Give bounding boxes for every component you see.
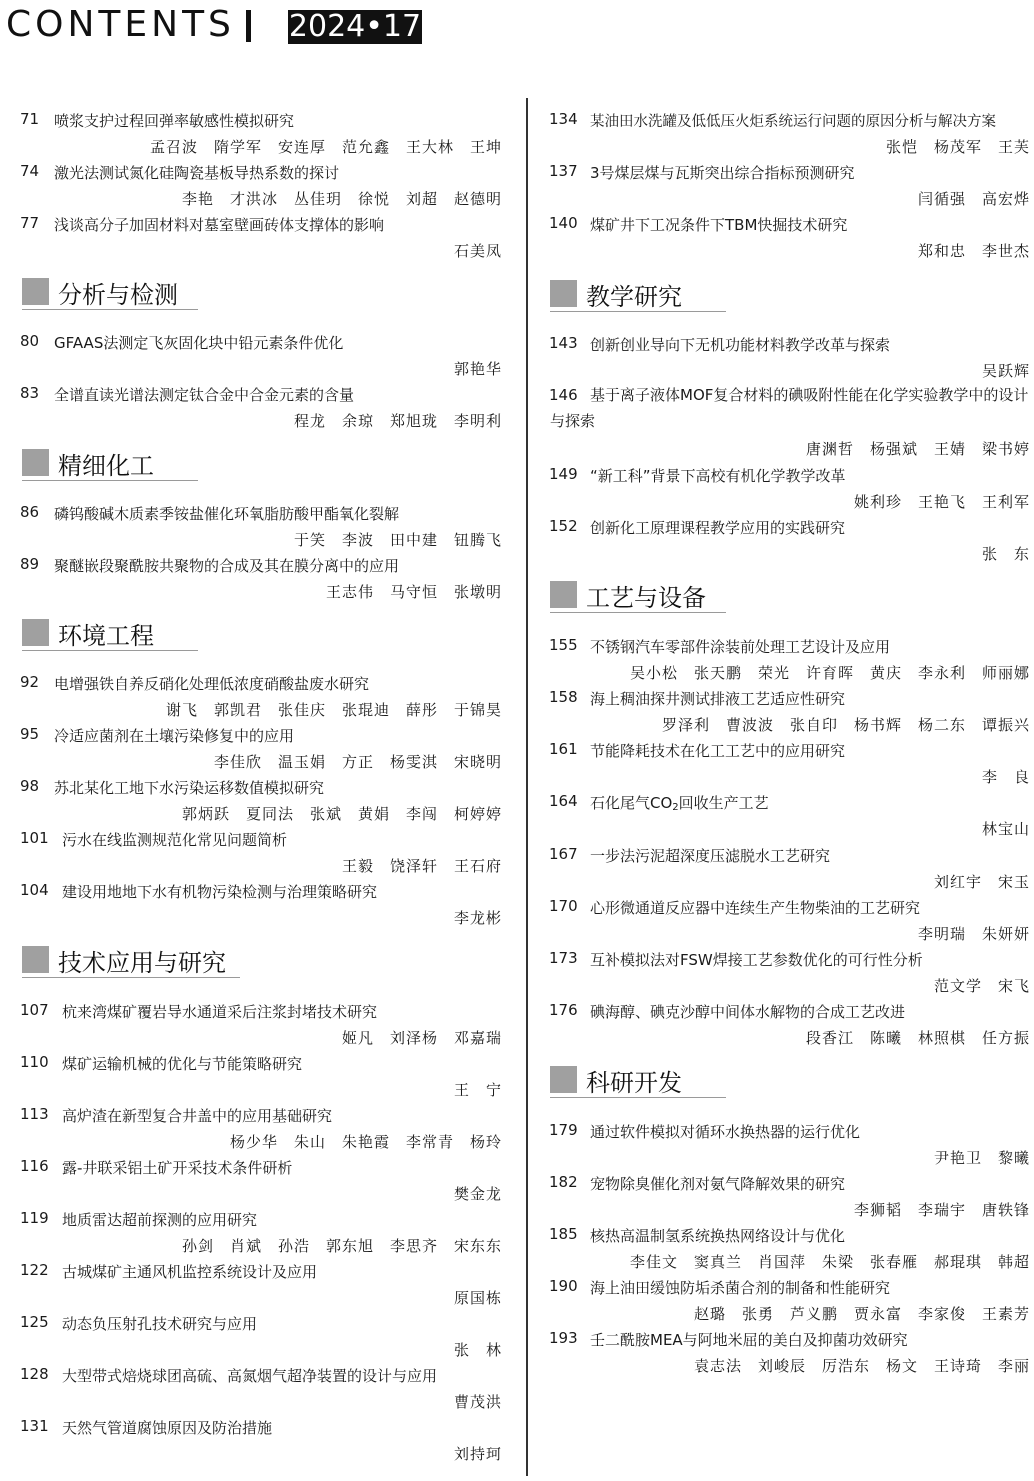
article-authors: 李佳欣 温玉娟 方正 杨雯淇 宋晓明 bbox=[213, 753, 502, 771]
article-title: 天然气管道腐蚀原因及防治措施 bbox=[62, 1419, 273, 1437]
page-number: 104 bbox=[20, 881, 49, 899]
page-number: 164 bbox=[549, 792, 578, 810]
article-title: 聚醚嵌段聚酰胺共聚物的合成及其在膜分离中的应用 bbox=[54, 557, 400, 575]
article-title: 海上稠油探井测试排液工艺适应性研究 bbox=[590, 690, 846, 708]
page-number: 167 bbox=[549, 845, 578, 863]
article-authors: 程龙 余琼 郑旭珑 李明利 bbox=[293, 412, 502, 430]
article-authors: 孙剑 肖斌 孙浩 郭东旭 李思齐 宋东东 bbox=[181, 1237, 502, 1255]
article-authors: 石美凤 bbox=[453, 242, 502, 260]
article-title: 通过软件模拟对循环水换热器的运行优化 bbox=[590, 1123, 861, 1141]
article-authors: 杨少华 朱山 朱艳霞 李常青 杨玲 bbox=[229, 1133, 502, 1151]
section-underline bbox=[22, 650, 198, 651]
article-authors: 吴小松 张天鹏 荣光 许育晖 黄庆 李永利 师丽娜 bbox=[629, 664, 1030, 682]
page-number: 131 bbox=[20, 1417, 49, 1435]
article-authors: 郭炳跃 夏同法 张斌 黄娟 李闯 柯婷婷 bbox=[181, 805, 502, 823]
page-number: 110 bbox=[20, 1053, 49, 1071]
article-authors: 李明瑞 朱妍妍 bbox=[917, 925, 1030, 943]
article-title: 煤矿井下工况条件下TBM快掘技术研究 bbox=[590, 216, 848, 234]
article-authors: 李龙彬 bbox=[453, 909, 502, 927]
section-title: 精细化工 bbox=[58, 452, 154, 480]
article-authors: 樊金龙 bbox=[453, 1185, 502, 1203]
header-separator bbox=[246, 10, 251, 42]
article-authors: 于笑 李波 田中建 钮腾飞 bbox=[293, 531, 502, 549]
article-title: 露-井联采铝土矿开采技术条件研析 bbox=[62, 1159, 293, 1177]
page-number: 152 bbox=[549, 517, 578, 535]
article-title: 创新创业导向下无机功能材料教学改革与探索 bbox=[590, 336, 891, 354]
article-title: 浅谈高分子加固材料对墓室壁画砖体支撑体的影响 bbox=[54, 216, 385, 234]
page-number: 193 bbox=[549, 1329, 578, 1347]
article-authors: 郑和忠 李世杰 bbox=[917, 242, 1030, 260]
section-marker bbox=[22, 278, 49, 305]
page-number: 158 bbox=[549, 688, 578, 706]
section-marker bbox=[22, 946, 49, 973]
page-number: 137 bbox=[549, 162, 578, 180]
page-number: 128 bbox=[20, 1365, 49, 1383]
article-title: 污水在线监测规范化常见问题简析 bbox=[62, 831, 288, 849]
article-authors: 赵璐 张勇 芦义鹏 贾永富 李家俊 王素芳 bbox=[693, 1305, 1030, 1323]
issue-number: 2024•17 bbox=[288, 9, 422, 44]
article-authors: 闫循强 高宏烨 bbox=[917, 190, 1030, 208]
page-number: 134 bbox=[549, 110, 578, 128]
article-title: 大型带式焙烧球团高硫、高氮烟气超净装置的设计与应用 bbox=[62, 1367, 438, 1385]
title-part: 石化尾气CO bbox=[590, 794, 673, 812]
section-underline bbox=[550, 1097, 726, 1098]
section-underline bbox=[22, 480, 198, 481]
page-number: 95 bbox=[20, 725, 40, 743]
section-title: 环境工程 bbox=[58, 622, 154, 650]
article-authors: 吴跃辉 bbox=[981, 362, 1030, 380]
section-underline bbox=[550, 612, 726, 613]
section-heading bbox=[22, 619, 198, 649]
article-title: 喷浆支护过程回弹率敏感性模拟研究 bbox=[54, 112, 295, 130]
article-title: 宠物除臭催化剂对氨气降解效果的研究 bbox=[590, 1175, 846, 1193]
article-title: 核热高温制氢系统换热网络设计与优化 bbox=[590, 1227, 846, 1245]
article-title: 不锈钢汽车零部件涂装前处理工艺设计及应用 bbox=[590, 638, 891, 656]
article-title bbox=[590, 792, 769, 813]
article-title: 建设用地地下水有机物污染检测与治理策略研究 bbox=[62, 883, 378, 901]
section-heading bbox=[550, 280, 726, 310]
article-authors: 李狮韬 李瑞宇 唐轶锋 bbox=[853, 1201, 1030, 1219]
article-authors: 姚利珍 王艳飞 王利军 bbox=[853, 493, 1030, 511]
page-number: 107 bbox=[20, 1001, 49, 1019]
section-title: 技术应用与研究 bbox=[58, 949, 226, 977]
article-authors: 张 东 bbox=[981, 545, 1030, 563]
article-title: “新工科”背景下高校有机化学教学改革 bbox=[590, 467, 846, 485]
page-number: 190 bbox=[549, 1277, 578, 1295]
page-header bbox=[0, 0, 1034, 60]
article-title: 3号煤层煤与瓦斯突出综合指标预测研究 bbox=[590, 164, 855, 182]
section-marker bbox=[22, 449, 49, 476]
page-number: 170 bbox=[549, 897, 578, 915]
page-number: 149 bbox=[549, 465, 578, 483]
article-title: 一步法污泥超深度压滤脱水工艺研究 bbox=[590, 847, 831, 865]
article-title: GFAAS法测定飞灰固化块中铅元素条件优化 bbox=[54, 334, 344, 352]
article-authors: 王 宁 bbox=[453, 1081, 502, 1099]
article-title: 地质雷达超前探测的应用研究 bbox=[62, 1211, 258, 1229]
page-number: 161 bbox=[549, 740, 578, 758]
article-authors: 张 林 bbox=[453, 1341, 502, 1359]
article-authors: 孟召波 隋学军 安连厚 范允鑫 王大林 王坤 bbox=[149, 138, 502, 156]
page-number: 140 bbox=[549, 214, 578, 232]
title-part: 回收生产工艺 bbox=[678, 794, 769, 812]
page-number: 119 bbox=[20, 1209, 49, 1227]
article-authors: 曹茂洪 bbox=[453, 1393, 502, 1411]
page-number: 101 bbox=[20, 829, 49, 847]
article-title: 电增强铁自养反硝化处理低浓度硝酸盐废水研究 bbox=[54, 675, 370, 693]
article-authors: 罗泽利 曹波波 张自印 杨书辉 杨二东 谭振兴 bbox=[661, 716, 1030, 734]
section-heading bbox=[550, 581, 726, 611]
article-title: 高炉渣在新型复合井盖中的应用基础研究 bbox=[62, 1107, 333, 1125]
article-authors: 林宝山 bbox=[981, 820, 1030, 838]
page-number: 173 bbox=[549, 949, 578, 967]
article-authors: 范文学 宋飞 bbox=[933, 977, 1030, 995]
section-title: 分析与检测 bbox=[58, 281, 178, 309]
page-number: 86 bbox=[20, 503, 40, 521]
section-underline bbox=[550, 311, 726, 312]
section-underline bbox=[22, 309, 198, 310]
page-number: 122 bbox=[20, 1261, 49, 1279]
page-number: 125 bbox=[20, 1313, 49, 1331]
section-marker bbox=[550, 1066, 577, 1093]
article-authors: 李 良 bbox=[981, 768, 1030, 786]
contents-label: CONTENTS bbox=[6, 4, 235, 45]
page-number: 92 bbox=[20, 673, 40, 691]
section-marker bbox=[550, 280, 577, 307]
section-title: 科研开发 bbox=[586, 1069, 682, 1097]
article-title: 苏北某化工地下水污染运移数值模拟研究 bbox=[54, 779, 325, 797]
article-title: 全谱直读光谱法测定钛合金中合金元素的含量 bbox=[54, 386, 355, 404]
section-title: 教学研究 bbox=[586, 283, 682, 311]
page-number: 74 bbox=[20, 162, 40, 180]
article-authors: 袁志法 刘峻辰 厉浩东 杨文 王诗琦 李丽 bbox=[693, 1357, 1030, 1375]
article-title: 动态负压射孔技术研究与应用 bbox=[62, 1315, 258, 1333]
article-authors: 段香江 陈曦 林照棋 任方振 bbox=[805, 1029, 1030, 1047]
article-title: 古城煤矿主通风机监控系统设计及应用 bbox=[62, 1263, 318, 1281]
subscript: 2 bbox=[672, 802, 679, 813]
page-number: 182 bbox=[549, 1173, 578, 1191]
page-number: 113 bbox=[20, 1105, 49, 1123]
article-title: 心形微通道反应器中连续生产生物柴油的工艺研究 bbox=[590, 899, 921, 917]
page-number: 77 bbox=[20, 214, 40, 232]
page-number: 71 bbox=[20, 110, 40, 128]
article-authors: 刘持珂 bbox=[453, 1445, 502, 1463]
section-underline bbox=[22, 977, 240, 978]
article-authors: 郭艳华 bbox=[453, 360, 502, 378]
article-title: 壬二酰胺MEA与阿地米屈的美白及抑菌功效研究 bbox=[590, 1331, 908, 1349]
article-authors: 谢飞 郭凯君 张佳庆 张琨迪 薛彤 于锦昊 bbox=[165, 701, 502, 719]
article-authors: 刘红宇 宋玉 bbox=[933, 873, 1030, 891]
article-title: 激光法测试氮化硅陶瓷基板导热系数的探讨 bbox=[54, 164, 340, 182]
page-number: 89 bbox=[20, 555, 40, 573]
section-marker bbox=[22, 619, 49, 646]
article-title: 海上油田缓蚀防垢杀菌合剂的制备和性能研究 bbox=[590, 1279, 891, 1297]
page-number: 143 bbox=[549, 334, 578, 352]
article-title: 基于离子液体MOF复合材料的碘吸附性能在化学实验教学中的设计与探索 bbox=[550, 386, 1029, 430]
article-authors: 姬凡 刘泽杨 邓嘉瑞 bbox=[341, 1029, 502, 1047]
page-number: 98 bbox=[20, 777, 40, 795]
column-divider bbox=[526, 98, 528, 1476]
page-number: 155 bbox=[549, 636, 578, 654]
page-number: 83 bbox=[20, 384, 40, 402]
article-authors: 原国栋 bbox=[453, 1289, 502, 1307]
page-number: 179 bbox=[549, 1121, 578, 1139]
article-authors: 王毅 饶泽轩 王石府 bbox=[341, 857, 502, 875]
article-authors: 李佳文 窦真兰 肖国萍 朱梁 张春雁 郝琨琪 韩超 bbox=[629, 1253, 1030, 1271]
article-title: 创新化工原理课程教学应用的实践研究 bbox=[590, 519, 846, 537]
article-title: 冷适应菌剂在土壤污染修复中的应用 bbox=[54, 727, 295, 745]
section-heading bbox=[22, 946, 226, 977]
page-number: 116 bbox=[20, 1157, 49, 1175]
article-title: 煤矿运输机械的优化与节能策略研究 bbox=[62, 1055, 303, 1073]
section-marker bbox=[550, 581, 577, 608]
page-number: 80 bbox=[20, 332, 40, 350]
article-title: 节能降耗技术在化工工艺中的应用研究 bbox=[590, 742, 846, 760]
article-authors: 唐渊哲 杨强斌 王婧 梁书婷 bbox=[805, 440, 1030, 458]
section-title: 工艺与设备 bbox=[586, 584, 706, 612]
article-authors: 王志伟 马守恒 张墩明 bbox=[325, 583, 502, 601]
article-title: 磷钨酸碱木质素季铵盐催化环氧脂肪酸甲酯氧化裂解 bbox=[54, 505, 400, 523]
article-title: 互补模拟法对FSW焊接工艺参数优化的可行性分析 bbox=[590, 951, 923, 969]
page-number: 185 bbox=[549, 1225, 578, 1243]
article-authors: 尹艳卫 黎曦 bbox=[933, 1149, 1030, 1167]
article-title: 碘海醇、碘克沙醇中间体水解物的合成工艺改进 bbox=[590, 1003, 906, 1021]
page-number: 146 bbox=[549, 386, 578, 404]
article-authors: 李艳 才洪冰 丛佳玥 徐悦 刘超 赵德明 bbox=[181, 190, 502, 208]
section-heading bbox=[550, 1066, 726, 1096]
section-heading bbox=[22, 278, 198, 308]
page-number: 176 bbox=[549, 1001, 578, 1019]
article-authors: 张恺 杨茂军 王芙 bbox=[885, 138, 1030, 156]
article-title: 某油田水洗罐及低低压火炬系统运行问题的原因分析与解决方案 bbox=[590, 114, 996, 130]
section-heading bbox=[22, 449, 198, 479]
article-title: 杭来湾煤矿覆岩导水通道采后注浆封堵技术研究 bbox=[62, 1003, 378, 1021]
